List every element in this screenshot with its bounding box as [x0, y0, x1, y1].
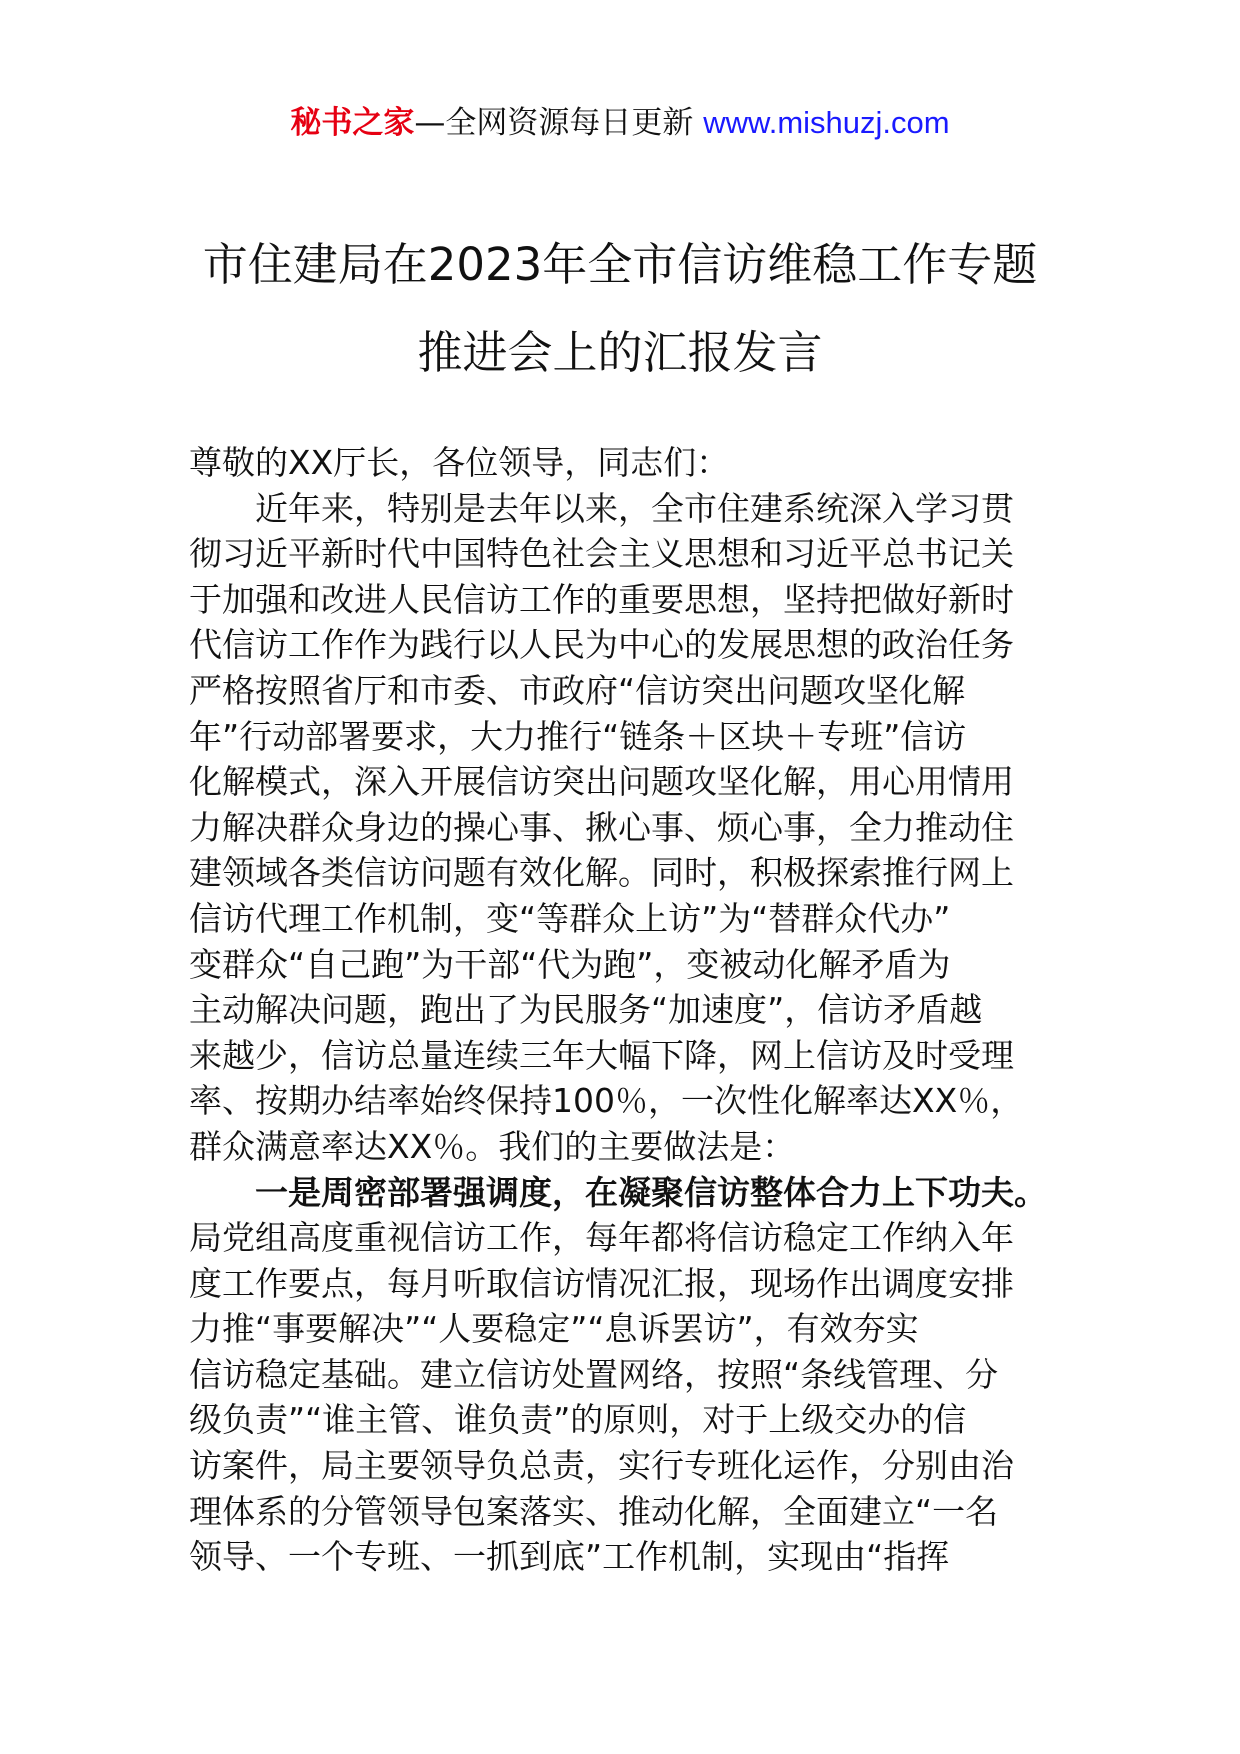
site-tagline: —全网资源每日更新	[414, 105, 704, 141]
body-line: 来越少，信访总量连续三年大幅下降，网上信访及时受理	[189, 1035, 1014, 1075]
body-line: 访案件，局主要领导负总责，实行专班化运作，分别由治	[189, 1446, 1014, 1486]
body-line: 信访代理工作机制，变“等群众上访”为“替群众代办”	[189, 898, 951, 938]
site-header	[0, 101, 1240, 145]
body-line: 领导、一个专班、一抓到底”工作机制，实现由“指挥	[189, 1537, 950, 1577]
body-line: 变群众“自己跑”为干部“代为跑”，变被动化解矛盾为	[189, 944, 951, 984]
document-title-line-1: 市住建局在2023年全市信访维稳工作专题	[202, 238, 1038, 291]
body-line: 建领域各类信访问题有效化解。同时，积极探索推行网上	[189, 853, 1014, 893]
body-line: 严格按照省厅和市委、市政府“信访突出问题攻坚化解	[189, 670, 966, 710]
section-heading: 一是周密部署强调度，在凝聚信访整体合力上下功夫。	[255, 1172, 1047, 1212]
body-line: 理体系的分管领导包案落实、推动化解，全面建立“一名	[189, 1491, 999, 1531]
body-line: 化解模式，深入开展信访突出问题攻坚化解，用心用情用	[189, 762, 1014, 802]
document-body	[189, 440, 1069, 1580]
site-url-link[interactable]: www.mishuzj.com	[703, 105, 950, 140]
document-title-line-2: 推进会上的汇报发言	[417, 326, 823, 379]
body-line: 级负责”“谁主管、谁负责”的原则，对于上级交办的信	[189, 1400, 967, 1440]
body-line: 彻习近平新时代中国特色社会主义思想和习近平总书记关	[189, 534, 1014, 574]
body-line: 年”行动部署要求，大力推行“链条＋区块＋专班”信访	[189, 716, 967, 756]
body-line: 主动解决问题，跑出了为民服务“加速度”，信访矛盾越	[189, 990, 983, 1030]
body-line: 力推“事要解决”“人要稳定”“息诉罢访”，有效夯实	[189, 1309, 919, 1349]
body-line: 代信访工作作为践行以人民为中心的发展思想的政治任务	[189, 625, 1014, 665]
body-line: 群众满意率达XX％。我们的主要做法是：	[189, 1126, 796, 1166]
body-line: 近年来，特别是去年以来，全市住建系统深入学习贯	[255, 488, 1014, 528]
body-line: 局党组高度重视信访工作，每年都将信访稳定工作纳入年	[189, 1218, 1014, 1258]
salutation: 尊敬的XX厅长，各位领导，同志们：	[189, 443, 730, 482]
body-line: 力解决群众身边的操心事、揪心事、烦心事，全力推动住	[189, 807, 1014, 847]
site-brand: 秘书之家	[290, 105, 415, 141]
body-line: 信访稳定基础。建立信访处置网络，按照“条线管理、分	[189, 1354, 999, 1394]
body-line: 度工作要点，每月听取信访情况汇报，现场作出调度安排	[189, 1263, 1014, 1303]
body-line: 于加强和改进人民信访工作的重要思想，坚持把做好新时	[189, 579, 1014, 619]
body-line: 率、按期办结率始终保持100％，一次性化解率达XX％，	[189, 1081, 1024, 1121]
